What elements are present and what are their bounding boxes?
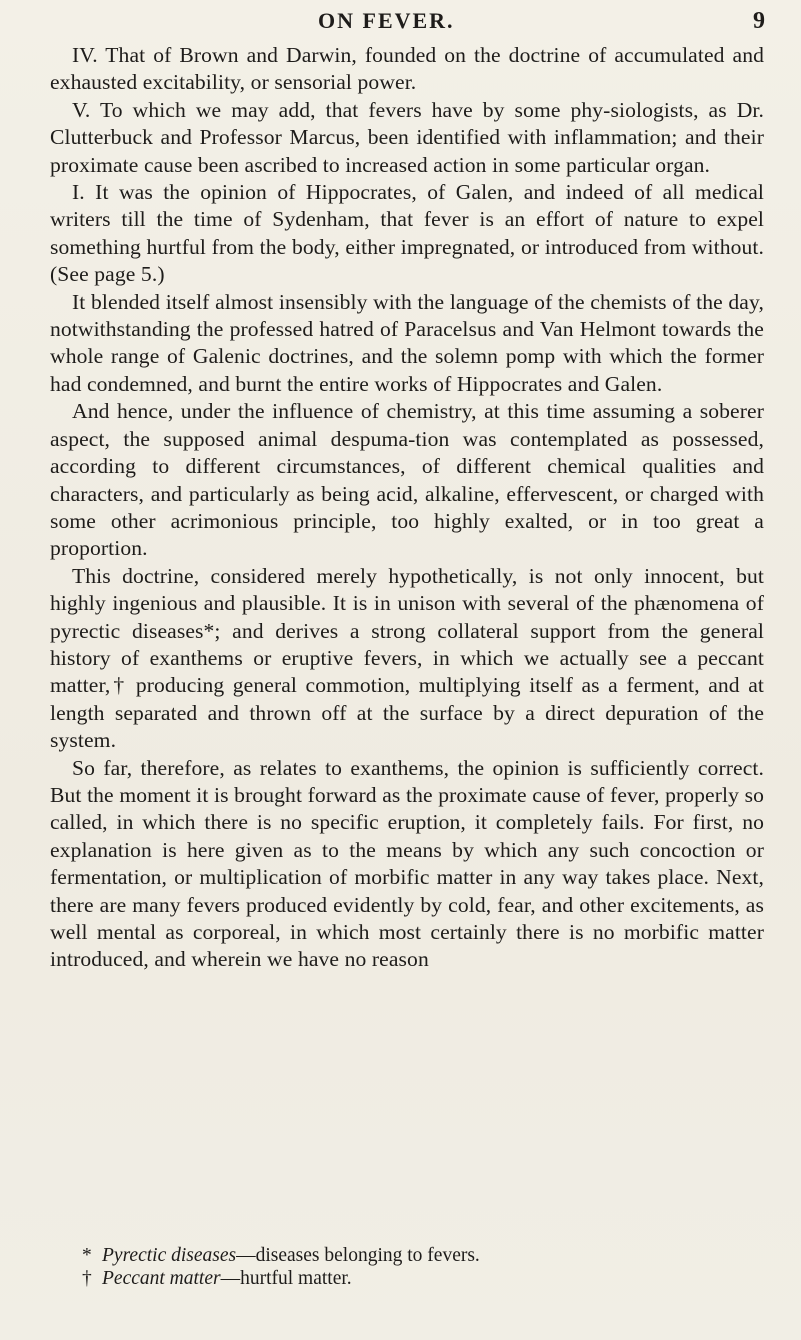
footnote-mark: *: [82, 1245, 92, 1266]
footnote: [82, 1267, 742, 1290]
body-text: [50, 42, 764, 974]
paragraph: IV. That of Brown and Darwin, founded on the doctrine of accumulated and exhausted excitability, or sensorial power.: [50, 43, 764, 95]
footnote-term: Pyrectic diseases: [102, 1245, 237, 1266]
paragraph: This doctrine, considered merely hypothetically, is not only innocent, but highly ingenious and plausible. It is in unison with several of the phænomena of pyrectic diseases*; and derives a strong collateral support from the general history of exanthems or eruptive fevers, in which we actually see a peccant matter,† producing general commotion, multiplying itself as a ferment, and at length separated and thrown off at the surface by a direct depuration of the system.: [50, 563, 764, 753]
footnote-text: —diseases belonging to fevers.: [236, 1245, 480, 1266]
page-number: 9: [753, 8, 765, 34]
paragraph: I. It was the opinion of Hippocrates, of Galen, and indeed of all medical writers till the time of Sydenham, that fever is an effort of nature to expel something hurtful from the body, either impregnated, or introduced from without. (See page 5.): [50, 180, 764, 287]
paragraph: So far, therefore, as relates to exanthems, the opinion is sufficiently correct. But the moment it is brought forward as the proximate cause of fever, properly so called, in which there is no specific eruption, it completely fails. For first, no explanation is here given as to the means by which any such concoction or fermentation, or multiplication of morbific matter in any way takes place. Next, there are many fevers produced evidently by cold, fear, and other excitements, as well mental as corporeal, in which most certainly there is no morbific matter introduced, and wherein we have no reason: [50, 755, 764, 972]
page-header: [50, 8, 765, 38]
footnote-term: Peccant matter: [102, 1268, 221, 1289]
footnote-mark: †: [82, 1268, 92, 1289]
footnote-text: —hurtful matter.: [220, 1268, 352, 1289]
running-head: ON FEVER.: [318, 8, 455, 33]
paragraph: V. To which we may add, that fevers have by some phy-siologists, as Dr. Clutterbuck and Professor Marcus, been identified with inflammation; and their proximate cause been ascribed to increased action in some particular organ.: [50, 97, 764, 177]
footnote: [82, 1244, 742, 1267]
footnotes: [82, 1244, 742, 1290]
paragraph: It blended itself almost insensibly with the language of the chemists of the day, notwithstanding the professed hatred of Paracelsus and Van Helmont towards the whole range of Galenic doctrines, and the solemn pomp with which the former had condemned, and burnt the entire works of Hippocrates and Galen.: [50, 289, 764, 396]
paragraph: And hence, under the influence of chemistry, at this time assuming a soberer aspect, the supposed animal despuma-tion was contemplated as possessed, according to different circumstances, of different chemical qualities and characters, and particularly as being acid, alkaline, effervescent, or charged with some other acrimonious principle, too highly exalted, or in too great a proportion.: [50, 399, 764, 561]
